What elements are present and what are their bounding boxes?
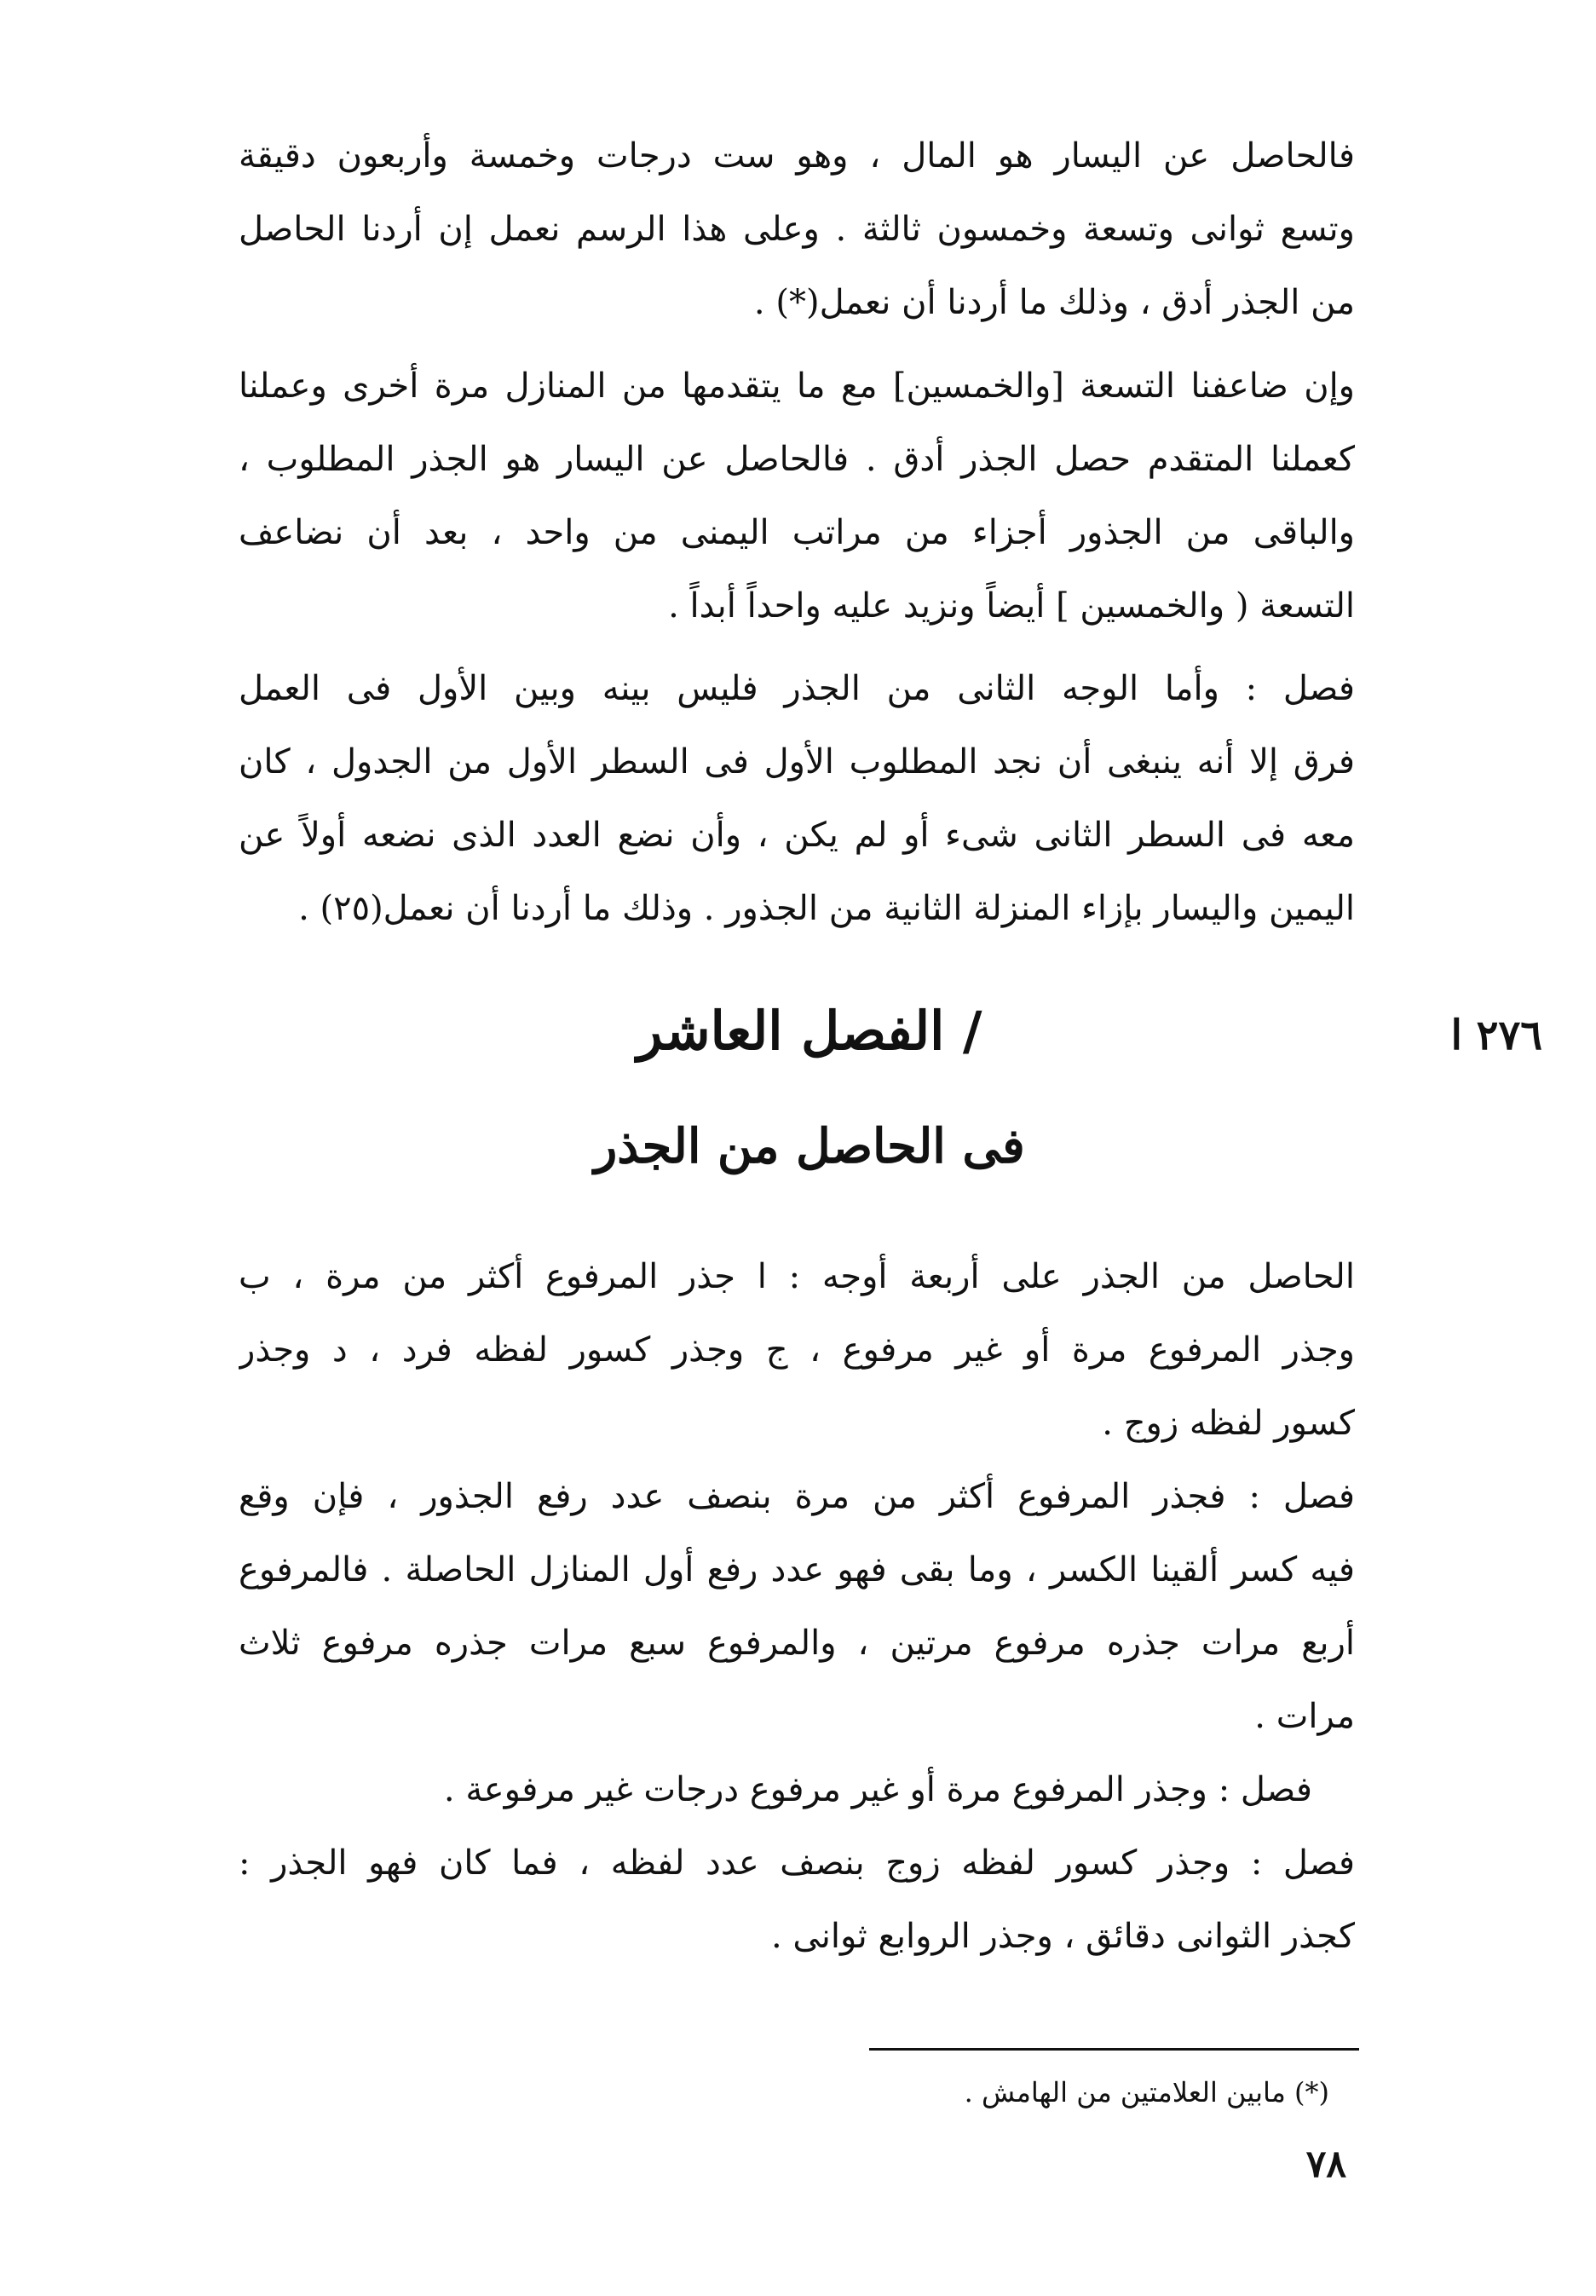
text-line: وتسع ثوانى وتسعة وخمسون ثالثة . وعلى هذا الرسم نعمل إن أردنا الحاصل xyxy=(239,210,1355,249)
text-line: أربع مرات جذره مرفوع مرتين ، والمرفوع سبع مرات جذره مرفوع ثلاث xyxy=(239,1624,1355,1663)
paragraph-2 xyxy=(239,349,1355,643)
text-line: فصل : وأما الوجه الثانى من الجذر فليس بينه وبين الأول فى العمل xyxy=(239,669,1355,708)
chapter-title: / الفصل العاشر xyxy=(637,1000,982,1062)
text-line: فصل : وجذر المرفوع مرة أو غير مرفوع درجات غير مرفوعة . xyxy=(443,1770,1312,1809)
text-line: مرات . xyxy=(1254,1697,1355,1736)
text-line: فصل : فجذر المرفوع أكثر من مرة بنصف عدد رفع الجذور ، فإن وقع xyxy=(239,1477,1355,1516)
section-subtitle: فى الحاصل من الجذر xyxy=(594,1118,1025,1174)
text-line: اليمين واليسار بإزاء المنزلة الثانية من الجذور . وذلك ما أردنا أن نعمل(٢٥) . xyxy=(298,889,1355,928)
text-line: كجذر الثوانى دقائق ، وجذر الروابع ثوانى . xyxy=(771,1917,1355,1956)
text-line: فالحاصل عن اليسار هو المال ، وهو ست درجات وخمسة وأربعون دقيقة xyxy=(239,136,1355,176)
text-line: التسعة ( والخمسين ] أيضاً ونزيد عليه واحداً أبداً . xyxy=(668,586,1355,626)
text-line: فصل : وجذر كسور لفظه زوج بنصف عدد لفظه ، فما كان فهو الجذر : xyxy=(239,1843,1355,1883)
paragraph-3 xyxy=(239,652,1355,945)
text-line: من الجذر أدق ، وذلك ما أردنا أن نعمل(*) . xyxy=(753,283,1355,322)
page-number: ٧٨ xyxy=(1305,2143,1346,2186)
footnote-divider xyxy=(869,2048,1359,2051)
text-line: كسور لفظه زوج . xyxy=(1102,1404,1355,1443)
text-line: معه فى السطر الثانى شىء أو لم يكن ، وأن نضع العدد الذى نضعه أولاً عن xyxy=(239,816,1355,855)
text-line: فيه كسر ألقينا الكسر ، وما بقى فهو عدد رفع أول المنازل الحاصلة . فالمرفوع xyxy=(239,1550,1355,1589)
paragraph-1 xyxy=(239,119,1355,339)
text-line: الحاصل من الجذر على أربعة أوجه : ا جذر المرفوع أكثر من مرة ، ب xyxy=(239,1257,1355,1296)
chapter-body xyxy=(239,1240,1355,1973)
text-line: وجذر المرفوع مرة أو غير مرفوع ، ج وجذر كسور لفظه فرد ، د وجذر xyxy=(239,1330,1355,1370)
text-line: والباقى من الجذور أجزاء من مراتب اليمنى من واحد ، بعد أن نضاعف xyxy=(239,513,1355,552)
text-line: فرق إلا أنه ينبغى أن نجد المطلوب الأول فى السطر الأول من الجدول ، كان xyxy=(239,742,1355,782)
margin-folio-reference: ٢٧٦ ا xyxy=(1450,1012,1542,1059)
text-line: وإن ضاعفنا التسعة [والخمسين] مع ما يتقدمها من المنازل مرة أخرى وعملنا xyxy=(239,366,1355,406)
text-line: كعملنا المتقدم حصل الجذر أدق . فالحاصل عن اليسار هو الجذر المطلوب ، xyxy=(239,440,1355,479)
footnote: (*) مابين العلامتين من الهامش . xyxy=(964,2076,1329,2109)
